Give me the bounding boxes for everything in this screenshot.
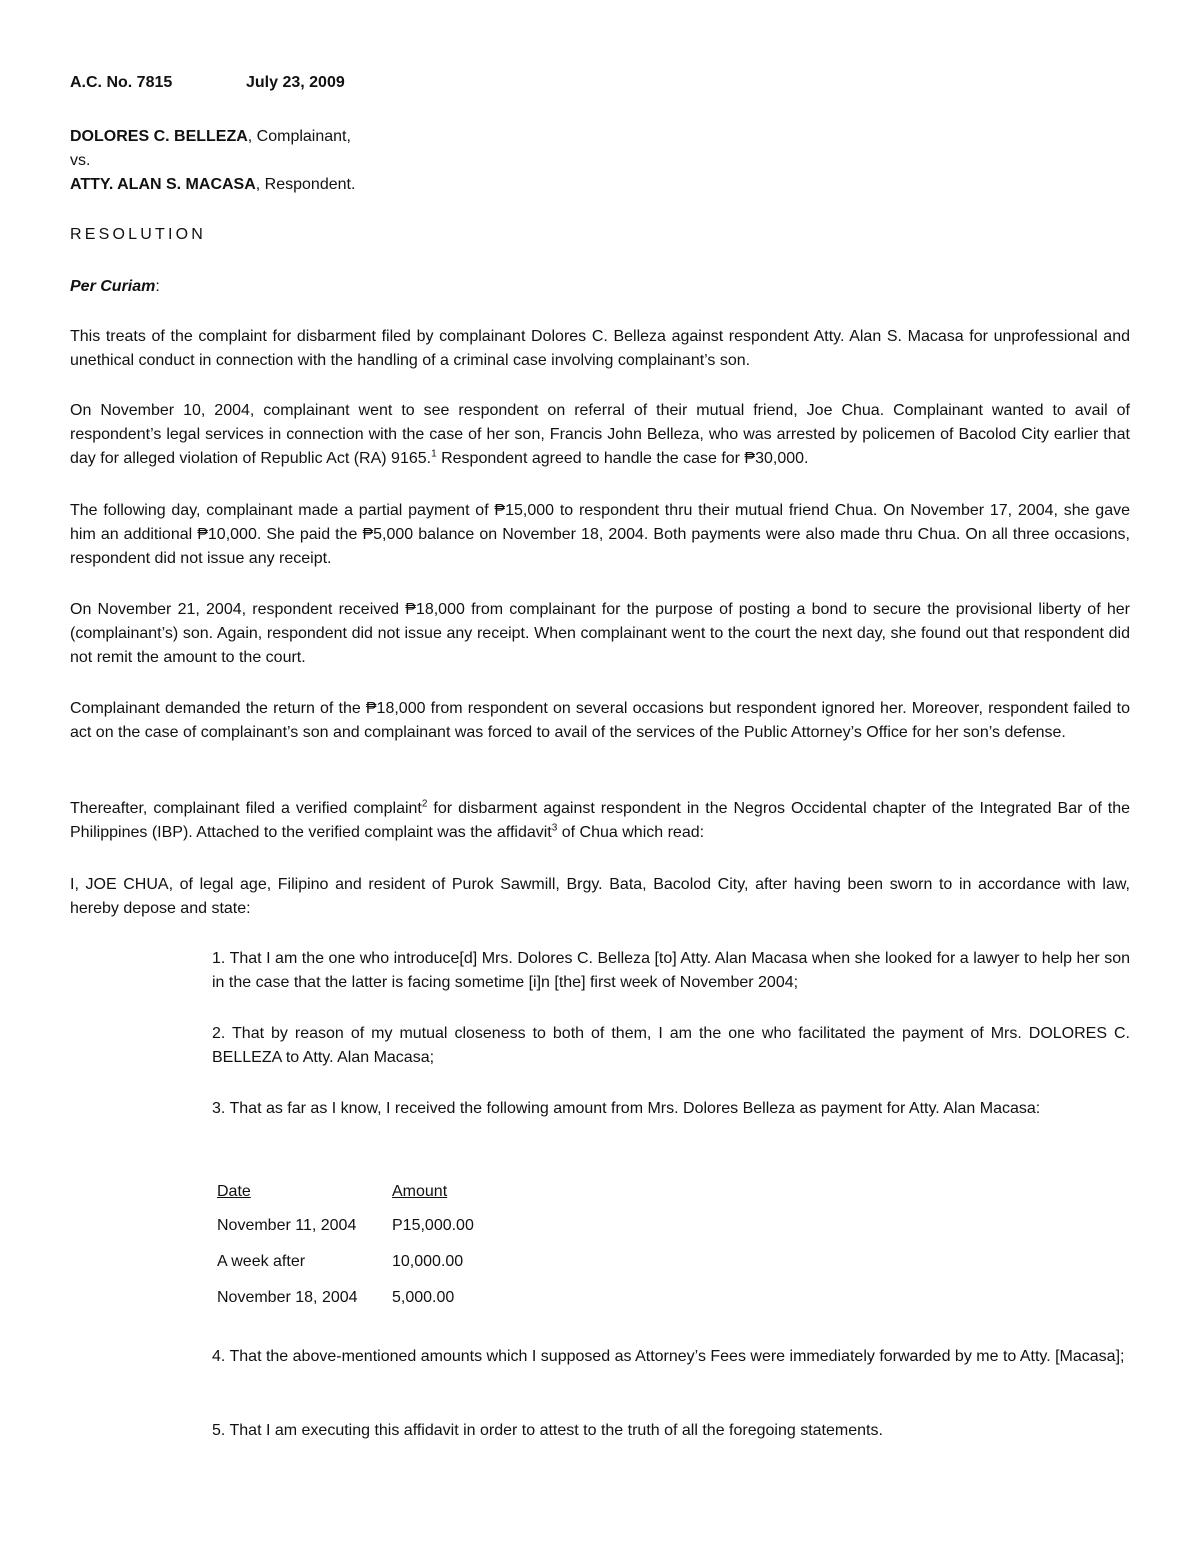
table-cell-amount: 5,000.00 [392,1289,455,1306]
paragraph-6-text-b: for disbarment against respondent in the Negros Occidental chapter of the Integrated Bar of the Philippines (IBP). Attached to the verified complaint was the affidavit [70,800,1131,841]
per-curiam: Per Curiam [70,278,156,295]
affidavit-item-3: 3. That as far as I know, I received the following amount from Mrs. Dolores Belleza as payment for Atty. Alan Macasa: [212,1100,1041,1117]
paragraph-1: This treats of the complaint for disbarment filed by complainant Dolores C. Belleza against respondent Atty. Alan S. Macasa for unprofessional and unethical conduct in connection with the handling of a criminal case involving complainant’s son. [70,328,1130,369]
case-number: A.C. No. 7815 [70,74,173,91]
table-cell-date: A week after [217,1253,306,1270]
complainant-role: , Complainant, [247,128,351,145]
table-cell-amount: 10,000.00 [392,1253,464,1270]
case-date: July 23, 2009 [246,74,345,91]
paragraph-2-text-a: On November 10, 2004, complainant went to see respondent on referral of their mutual friend, Joe Chua. Complainant wanted to avail of respondent’s legal services in connection with the case of her son, Francis John Belleza, who was arrested by policemen of Bacolod City earlier that day for alleged violation of Republic Act (RA) 9165. [70,402,1130,467]
respondent-name: ATTY. ALAN S. MACASA [70,176,256,193]
table-header-amount: Amount [392,1183,448,1200]
table-cell-date: November 18, 2004 [217,1289,358,1306]
paragraph-2-text-b: Respondent agreed to handle the case for ₱30,000. [436,450,809,467]
versus-line [70,149,1130,173]
affidavit-intro: I, JOE CHUA, of legal age, Filipino and resident of Purok Sawmill, Brgy. Bata, Bacolod City, after having been sworn to in accordance with law, hereby depose and state: [70,876,1130,917]
paragraph-6 [70,797,1130,845]
per-curiam-line [70,275,1130,299]
paragraph-4: On November 21, 2004, respondent received ₱18,000 from complainant for the purpose of posting a bond to secure the provisional liberty of her (complainant’s) son. Again, respondent did not issue any receipt. When complainant went to the court the next day, she found out that respondent did not remit the amount to the court. [70,601,1130,666]
versus-text: vs. [70,152,91,169]
footnote-3-ref[interactable]: 3 [551,822,558,834]
paragraph-2 [70,399,1130,471]
affidavit-item-4: 4. That the above-mentioned amounts which I supposed as Attorney’s Fees were immediately forwarded by me to Atty. [Macasa]; [212,1348,1125,1365]
affidavit-item-2: 2. That by reason of my mutual closeness to both of them, I am the one who facilitated the payment of Mrs. DOLORES C. BELLEZA to Atty. Alan Macasa; [212,1025,1130,1066]
paragraph-3: The following day, complainant made a partial payment of ₱15,000 to respondent thru their mutual friend Chua. On November 17, 2004, she gave him an additional ₱10,000. She paid the ₱5,000 balance on November 18, 2004. Both payments were also made thru Chua. On all three occasions, respondent did not issue any receipt. [70,502,1130,567]
table-cell-amount: P15,000.00 [392,1217,474,1234]
affidavit-item-5: 5. That I am executing this affidavit in order to attest to the truth of all the foregoing statements. [212,1422,883,1439]
affidavit-item-1: 1. That I am the one who introduce[d] Mrs. Dolores C. Belleza [to] Atty. Alan Macasa when she looked for a lawyer to help her son in the case that the latter is facing sometime [i]n [the] first week of November 2004; [212,950,1130,991]
complainant-line [70,125,1130,149]
footnote-2-ref[interactable]: 2 [421,798,428,810]
respondent-role: , Respondent. [255,176,356,193]
per-curiam-colon: : [155,278,160,295]
paragraph-6-text-c: of Chua which read: [557,824,705,841]
paragraph-5: Complainant demanded the return of the ₱18,000 from respondent on several occasions but respondent ignored her. Moreover, respondent failed to act on the case of complainant’s son and complainant was forced to avail of the services of the Public Attorney’s Office for her son’s defense. [70,700,1130,741]
paragraph-6-text-a: Thereafter, complainant filed a verified complaint [70,800,422,817]
case-caption [70,71,1130,95]
complainant-name: DOLORES C. BELLEZA [70,128,248,145]
table-cell-date: November 11, 2004 [217,1217,357,1234]
resolution-heading: RESOLUTION [70,226,207,243]
respondent-line [70,173,1130,197]
table-header-date: Date [217,1183,251,1200]
footnote-1-ref[interactable]: 1 [431,448,437,460]
